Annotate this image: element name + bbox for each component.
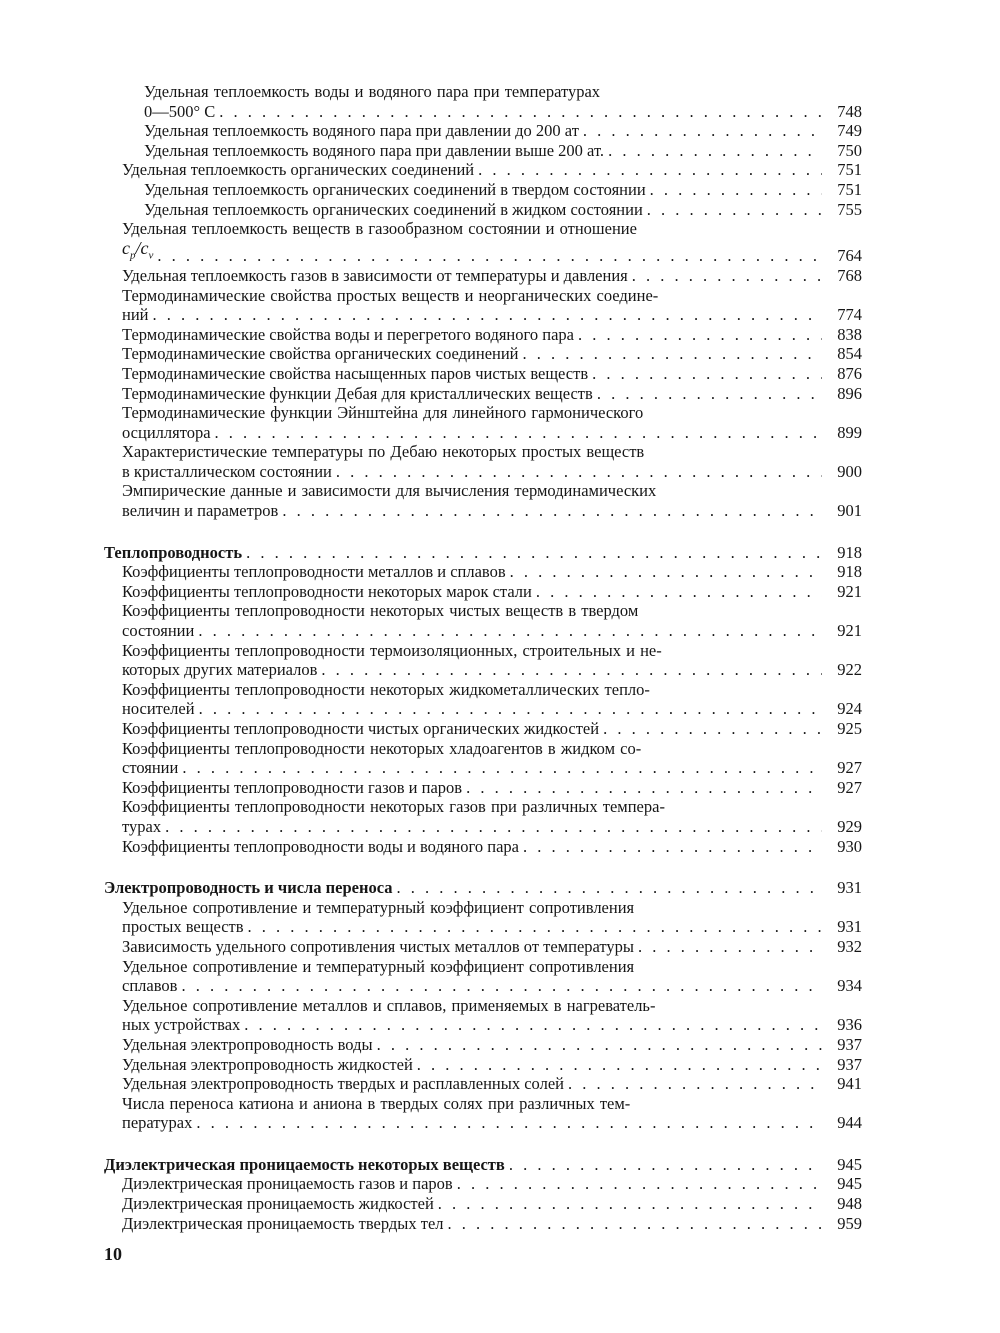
dot-leader bbox=[462, 778, 822, 798]
entry-page-number: 774 bbox=[837, 305, 862, 325]
entry-title: пературах bbox=[122, 1113, 193, 1133]
entry-text-line: Удельная теплоемкость веществ в газообразном состоянии и отношение bbox=[122, 219, 637, 239]
toc-entry[interactable] bbox=[104, 219, 862, 266]
dot-leader bbox=[588, 364, 822, 384]
entry-title: Удельная теплоемкость водяного пара при давлении выше 200 ат. bbox=[144, 140, 605, 160]
entry-last-line bbox=[104, 837, 862, 857]
entry-page-number: 901 bbox=[837, 501, 862, 521]
section-title: Теплопроводность bbox=[104, 542, 243, 562]
toc-entry[interactable] bbox=[104, 719, 862, 739]
dot-leader bbox=[519, 344, 822, 364]
entry-last-line bbox=[104, 462, 862, 482]
dot-leader bbox=[519, 837, 822, 857]
entry-page-number: 899 bbox=[837, 422, 862, 442]
entry-text-line: Характеристические температуры по Дебаю некоторых простых веществ bbox=[122, 442, 645, 462]
dot-leader bbox=[177, 976, 822, 996]
section-heading[interactable] bbox=[104, 543, 862, 563]
entry-page-number: 838 bbox=[837, 324, 862, 344]
table-of-contents bbox=[104, 82, 862, 1255]
entry-page-number: 948 bbox=[837, 1194, 862, 1214]
toc-entry[interactable] bbox=[104, 937, 862, 957]
toc-entry[interactable] bbox=[104, 344, 862, 364]
entry-title: сплавов bbox=[122, 976, 178, 996]
toc-entry[interactable] bbox=[104, 601, 862, 640]
entry-title: простых веществ bbox=[122, 917, 244, 937]
entry-title: Удельная теплоемкость органических соединений в жидком состоянии bbox=[144, 199, 643, 219]
dot-leader bbox=[453, 1174, 822, 1194]
entry-last-line bbox=[104, 660, 862, 680]
entry-page-number: 937 bbox=[837, 1054, 862, 1074]
entry-text-line: Коэффициенты теплопроводности термоизоляционных, строительных и не- bbox=[122, 640, 662, 660]
entry-last-line bbox=[104, 384, 862, 404]
entry-last-line bbox=[104, 582, 862, 602]
toc-section bbox=[104, 878, 862, 1133]
entry-last-line bbox=[104, 364, 862, 384]
entry-last-line bbox=[104, 917, 862, 937]
entry-page-number: 934 bbox=[837, 976, 862, 996]
dot-leader bbox=[434, 1194, 822, 1214]
toc-entry[interactable] bbox=[104, 82, 862, 121]
entry-last-line bbox=[104, 305, 862, 325]
entry-page-number: 751 bbox=[837, 160, 862, 180]
entry-last-line bbox=[104, 1113, 862, 1133]
entry-page-number: 768 bbox=[837, 265, 862, 285]
entry-last-line bbox=[104, 937, 862, 957]
entry-title: состоянии bbox=[122, 621, 195, 641]
dot-leader bbox=[506, 562, 822, 582]
dot-leader bbox=[153, 246, 822, 266]
entry-text-line: Коэффициенты теплопроводности некоторых жидкометаллических тепло- bbox=[122, 679, 650, 699]
entry-page-number: 900 bbox=[837, 461, 862, 481]
entry-page-number: 755 bbox=[837, 199, 862, 219]
entry-last-line bbox=[104, 1174, 862, 1194]
entry-last-line bbox=[104, 266, 862, 286]
entry-page-number: 936 bbox=[837, 1015, 862, 1035]
toc-entry[interactable] bbox=[104, 778, 862, 798]
toc-entry[interactable] bbox=[104, 180, 862, 200]
toc-entry[interactable] bbox=[104, 325, 862, 345]
entry-title: Термодинамические свойства воды и перегретого водяного пара bbox=[122, 324, 574, 344]
entry-last-line bbox=[104, 778, 862, 798]
entry-title: в кристаллическом состоянии bbox=[122, 461, 332, 481]
entry-last-line bbox=[104, 501, 862, 521]
entry-last-line bbox=[104, 1214, 862, 1234]
entry-last-line bbox=[104, 160, 862, 180]
entry-title: Удельная теплоемкость газов в зависимости от температуры и давления bbox=[122, 265, 628, 285]
entry-text-line: Удельная теплоемкость воды и водяного пара при температурах bbox=[144, 82, 601, 101]
entry-text-line: Термодинамические свойства простых веществ и неорганических соедине- bbox=[122, 285, 659, 305]
toc-section bbox=[104, 1155, 862, 1233]
dot-leader bbox=[373, 1035, 822, 1055]
toc-entry[interactable] bbox=[104, 797, 862, 836]
entry-page-number: 918 bbox=[837, 562, 862, 582]
entry-last-line bbox=[104, 817, 862, 837]
entry-text-line: Коэффициенты теплопроводности некоторых хладоагентов в жидком со- bbox=[122, 738, 642, 758]
toc-entry[interactable] bbox=[104, 898, 862, 937]
entry-text-line: Числа переноса катиона и аниона в твердых солях при различных тем- bbox=[122, 1093, 631, 1113]
dot-leader bbox=[240, 1015, 822, 1035]
entry-title: Диэлектрическая проницаемость твердых тел bbox=[122, 1213, 444, 1233]
entry-title: Удельная теплоемкость водяного пара при давлении до 200 ат bbox=[144, 121, 579, 141]
entry-last-line bbox=[104, 562, 862, 582]
entry-text-line: Удельное сопротивление и температурный коэффициент сопротивления bbox=[122, 956, 635, 976]
entry-last-line bbox=[104, 325, 862, 345]
entry-text-line: Удельное сопротивление и температурный коэффициент сопротивления bbox=[122, 897, 635, 917]
entry-text-line: Эмпирические данные и зависимости для вычисления термодинамических bbox=[122, 481, 657, 501]
entry-text-line: Термодинамические функции Эйнштейна для линейного гармонического bbox=[122, 403, 644, 423]
entry-page-number: 748 bbox=[837, 101, 862, 121]
entry-title: Удельная электропроводность твердых и расплавленных солей bbox=[122, 1074, 564, 1094]
entry-title: Коэффициенты теплопроводности газов и паров bbox=[122, 777, 463, 797]
toc-entry[interactable] bbox=[104, 1174, 862, 1194]
entry-title: стоянии bbox=[122, 758, 179, 778]
entry-page-number: 750 bbox=[837, 140, 862, 160]
dot-leader bbox=[149, 305, 823, 325]
dot-leader bbox=[194, 621, 822, 641]
dot-leader bbox=[215, 102, 822, 122]
entry-page-number: 927 bbox=[837, 777, 862, 797]
entry-last-line bbox=[104, 1055, 862, 1075]
entry-title: Удельная электропроводность воды bbox=[122, 1034, 373, 1054]
section-title: Электропроводность и числа переноса bbox=[104, 878, 393, 898]
dot-leader bbox=[161, 817, 822, 837]
entry-last-line bbox=[104, 1074, 862, 1094]
dot-leader bbox=[195, 699, 822, 719]
entry-page-number: 959 bbox=[837, 1213, 862, 1233]
toc-entry[interactable] bbox=[104, 1214, 862, 1234]
entry-last-line bbox=[104, 239, 862, 266]
entry-page-number: 937 bbox=[837, 1034, 862, 1054]
entry-title: Удельная теплоемкость органических соединений bbox=[122, 160, 475, 180]
dot-leader bbox=[643, 200, 822, 220]
entry-last-line bbox=[104, 758, 862, 778]
dot-leader bbox=[244, 917, 822, 937]
toc-entry[interactable] bbox=[104, 384, 862, 404]
toc-entry[interactable] bbox=[104, 641, 862, 680]
toc-entry[interactable] bbox=[104, 1094, 862, 1133]
dot-leader bbox=[413, 1055, 822, 1075]
entry-page-number: 925 bbox=[837, 719, 862, 738]
entry-page-number: 921 bbox=[837, 581, 862, 601]
entry-page-number: 749 bbox=[837, 121, 862, 141]
entry-last-line bbox=[104, 719, 862, 739]
entry-title: 0—500° С bbox=[144, 101, 216, 121]
dot-leader bbox=[634, 937, 822, 957]
dot-leader bbox=[599, 719, 822, 739]
entry-page-number: 896 bbox=[837, 383, 862, 403]
entry-title: Диэлектрическая проницаемость жидкостей bbox=[122, 1194, 434, 1214]
dot-leader bbox=[211, 423, 822, 443]
toc-entry[interactable] bbox=[104, 837, 862, 857]
entry-title: Коэффициенты теплопроводности некоторых марок стали bbox=[122, 581, 532, 601]
entry-page-number: 929 bbox=[837, 816, 862, 836]
toc-entry[interactable] bbox=[104, 562, 862, 582]
toc-entry[interactable] bbox=[104, 996, 862, 1035]
section-heading[interactable] bbox=[104, 878, 862, 898]
entry-title: $c_p/c_v$ bbox=[122, 237, 154, 262]
entry-title: Удельная теплоемкость органических соединений в твердом состоянии bbox=[144, 179, 646, 199]
entry-title: величин и параметров bbox=[122, 501, 279, 521]
entry-text-line: Коэффициенты теплопроводности некоторых газов при различных темпера- bbox=[122, 797, 665, 817]
toc-entry[interactable] bbox=[104, 1074, 862, 1094]
dot-leader bbox=[393, 878, 822, 898]
entry-page-number: 924 bbox=[837, 699, 862, 719]
dot-leader bbox=[317, 660, 822, 680]
toc-entry[interactable] bbox=[104, 1055, 862, 1075]
dot-leader bbox=[532, 582, 822, 602]
entry-title: ных устройствах bbox=[122, 1015, 241, 1035]
toc-entry[interactable] bbox=[104, 141, 862, 161]
entry-page-number: 764 bbox=[837, 246, 862, 266]
entry-title: которых других материалов bbox=[122, 660, 318, 680]
entry-title: Термодинамические свойства органических соединений bbox=[122, 344, 519, 364]
toc-section bbox=[104, 543, 862, 857]
entry-last-line bbox=[104, 102, 862, 122]
section-title: Диэлектрическая проницаемость некоторых веществ bbox=[104, 1154, 505, 1174]
dot-leader bbox=[474, 160, 822, 180]
toc-entry[interactable] bbox=[104, 403, 862, 442]
entry-title: Удельная электропроводность жидкостей bbox=[122, 1054, 413, 1074]
entry-title: Коэффициенты теплопроводности воды и водяного пара bbox=[122, 836, 519, 856]
entry-title: Диэлектрическая проницаемость газов и паров bbox=[122, 1174, 453, 1194]
toc-entry[interactable] bbox=[104, 481, 862, 520]
toc-entry[interactable] bbox=[104, 121, 862, 141]
entry-title: Коэффициенты теплопроводности металлов и сплавов bbox=[122, 562, 506, 582]
dot-leader bbox=[604, 141, 822, 161]
toc-entry[interactable] bbox=[104, 160, 862, 180]
dot-leader bbox=[574, 325, 822, 345]
entry-last-line bbox=[104, 699, 862, 719]
entry-page-number: 927 bbox=[837, 758, 862, 778]
entry-title: осциллятора bbox=[122, 422, 211, 442]
dot-leader bbox=[332, 462, 822, 482]
entry-page-number: 876 bbox=[837, 363, 862, 383]
entry-last-line bbox=[104, 180, 862, 200]
entry-last-line bbox=[104, 200, 862, 220]
entry-page-number: 945 bbox=[837, 1174, 862, 1194]
section-page-number: 918 bbox=[837, 542, 862, 562]
entry-last-line bbox=[104, 976, 862, 996]
toc-entry[interactable] bbox=[104, 200, 862, 220]
section-heading[interactable] bbox=[104, 1155, 862, 1175]
section-page-number: 945 bbox=[837, 1154, 862, 1174]
entry-title: ний bbox=[122, 305, 149, 325]
entry-text-line: Удельное сопротивление металлов и сплавов, применяемых в нагреватель- bbox=[122, 995, 656, 1015]
entry-title: Термодинамические свойства насыщенных паров чистых веществ bbox=[122, 363, 589, 383]
entry-title: турах bbox=[122, 816, 162, 836]
dot-leader bbox=[192, 1113, 822, 1133]
entry-page-number: 854 bbox=[837, 344, 862, 364]
entry-last-line bbox=[104, 141, 862, 161]
entry-last-line bbox=[104, 121, 862, 141]
dot-leader bbox=[278, 501, 822, 521]
dot-leader bbox=[628, 266, 822, 286]
dot-leader bbox=[593, 384, 822, 404]
entry-title: Коэффициенты теплопроводности чистых органических жидкостей bbox=[122, 719, 600, 738]
toc-entry[interactable] bbox=[104, 1035, 862, 1055]
entry-last-line bbox=[104, 621, 862, 641]
dot-leader bbox=[579, 121, 822, 141]
toc-entry[interactable] bbox=[104, 957, 862, 996]
entry-last-line bbox=[104, 1194, 862, 1214]
entry-title: Зависимость удельного сопротивления чистых металлов от температуры bbox=[122, 936, 635, 956]
entry-title: Термодинамические функции Дебая для кристаллических веществ bbox=[122, 383, 593, 403]
entry-text-line: Коэффициенты теплопроводности некоторых чистых веществ в твердом bbox=[122, 601, 639, 621]
toc-entry[interactable] bbox=[104, 286, 862, 325]
entry-page-number: 930 bbox=[837, 836, 862, 856]
toc-section bbox=[104, 82, 862, 521]
dot-leader bbox=[444, 1214, 822, 1234]
dot-leader bbox=[178, 758, 822, 778]
entry-last-line bbox=[104, 423, 862, 443]
entry-page-number: 921 bbox=[837, 621, 862, 641]
entry-page-number: 932 bbox=[837, 936, 862, 956]
toc-entry[interactable] bbox=[104, 364, 862, 384]
dot-leader bbox=[242, 543, 822, 563]
section-page-number: 931 bbox=[837, 878, 862, 898]
toc-entry[interactable] bbox=[104, 1194, 862, 1214]
entry-page-number: 751 bbox=[837, 179, 862, 199]
dot-leader bbox=[505, 1155, 822, 1175]
toc-entry[interactable] bbox=[104, 582, 862, 602]
toc-entry[interactable] bbox=[104, 266, 862, 286]
entry-page-number: 944 bbox=[837, 1113, 862, 1133]
dot-leader bbox=[564, 1074, 822, 1094]
entry-page-number: 931 bbox=[837, 917, 862, 937]
toc-entry[interactable] bbox=[104, 739, 862, 778]
toc-entry[interactable] bbox=[104, 442, 862, 481]
page-number: 10 bbox=[104, 1244, 122, 1264]
entry-page-number: 941 bbox=[837, 1074, 862, 1094]
toc-entry[interactable] bbox=[104, 680, 862, 719]
entry-last-line bbox=[104, 344, 862, 364]
dot-leader bbox=[646, 180, 822, 200]
entry-last-line bbox=[104, 1035, 862, 1055]
entry-last-line bbox=[104, 1015, 862, 1035]
entry-title: носителей bbox=[122, 699, 195, 719]
entry-page-number: 922 bbox=[837, 660, 862, 680]
